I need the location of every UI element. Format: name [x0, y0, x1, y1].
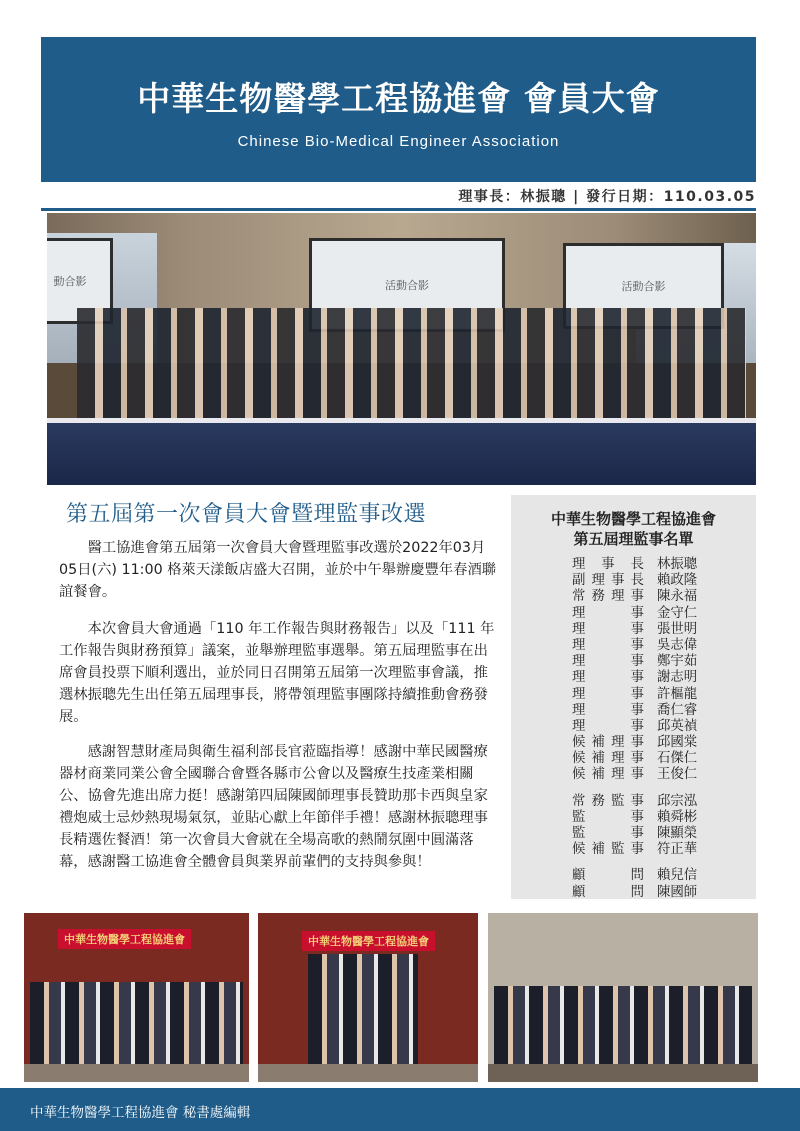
roster-name: 符正華	[657, 842, 698, 858]
event-banner: 中華生物醫學工程協進會	[302, 931, 435, 951]
roster-row	[572, 622, 742, 638]
roster-role: 監事	[572, 809, 644, 825]
article-paragraph-2: 本次會員大會通過「110 年工作報告與財務報告」以及「111 年工作報告與財務預算」議案，並舉辦理監事選舉。第五屆理監事在出席會員投票下順利選出，並於同日召開第五屆第一次理監事會議，推選林振聰先生出任第五屆理事長，將帶領理監事團隊持續推動會務發展。	[59, 621, 495, 725]
roster-role: 顧問	[572, 868, 644, 884]
projection-screen-center: 活動合影	[309, 238, 505, 332]
photo-group-left	[24, 913, 249, 1082]
board-roster-panel	[511, 495, 756, 899]
attendees	[77, 308, 746, 428]
roster-title: 中華生物醫學工程協進會 第五屆理監事名單	[550, 510, 716, 548]
roster-name: 邱國棠	[657, 735, 698, 751]
roster-row	[572, 767, 742, 783]
roster-name: 陳國師	[657, 884, 698, 900]
roster-role: 理事	[572, 670, 644, 686]
roster-role: 理事	[572, 686, 644, 702]
roster-name: 張世明	[657, 621, 698, 637]
roster-name: 賴兒信	[657, 868, 698, 884]
roster-row	[572, 638, 742, 654]
roster-row	[572, 868, 742, 884]
roster-row	[572, 557, 742, 573]
roster-role: 候補監事	[572, 842, 644, 858]
footer	[0, 1088, 800, 1131]
article-paragraph-3: 感謝智慧財產局與衛生福利部長官蒞臨指導！感謝中華民國醫療器材商業同業公會全國聯合會暨各縣市公會以及醫療生技產業相關公、協會先進出席力挺！感謝第四屆陳國師理事長贊助那卡西與皇家禮炮威士忌炒熱現場氣氛，並貼心獻上年節伴手禮！感謝林振聰理事長精選佐餐酒！第一次會員大會就在全場高歌的熱鬧氛圍中圓滿落幕，感謝醫工協進會全體會員與業界前輩們的支持與參與！	[59, 744, 488, 870]
roster-row	[572, 687, 742, 703]
roster-row	[572, 703, 742, 719]
roster-name: 賴舜彬	[657, 809, 698, 825]
header-banner	[41, 37, 756, 182]
roster-role: 候補理事	[572, 735, 644, 751]
roster-row	[572, 810, 742, 826]
roster-row	[572, 654, 742, 670]
photo-handover	[258, 913, 478, 1082]
roster-row	[572, 606, 742, 622]
roster-role: 理事	[572, 718, 644, 734]
roster-role: 副理事長	[572, 573, 644, 589]
roster-row	[572, 589, 742, 605]
issue-meta: 理事長：林振聰 | 發行日期：110.03.05	[458, 189, 756, 205]
roster-name: 賴政隆	[657, 573, 698, 589]
roster-row	[572, 735, 742, 751]
roster-row	[572, 719, 742, 735]
roster-row	[572, 794, 742, 810]
roster-role: 理事長	[572, 557, 644, 572]
group-photo-main	[47, 213, 756, 485]
roster-row	[572, 842, 742, 858]
page-title: 中華生物醫學工程協進會 會員大會	[137, 79, 660, 118]
roster-role: 理事	[572, 654, 644, 670]
roster-name: 林振聰	[657, 557, 698, 572]
roster-name: 許樞龍	[657, 686, 698, 702]
roster-name: 吳志偉	[657, 637, 698, 653]
roster-row	[572, 826, 742, 842]
article-title: 第五屆第一次會員大會暨理監事改選	[66, 502, 427, 527]
head-table	[47, 423, 756, 485]
roster-name: 邱宗泓	[657, 793, 698, 809]
roster-row	[572, 751, 742, 767]
roster-name: 金守仁	[657, 605, 698, 621]
roster-list	[572, 557, 742, 901]
roster-role: 理事	[572, 702, 644, 718]
roster-row	[572, 573, 742, 589]
roster-role: 常務監事	[572, 793, 644, 809]
roster-role: 理事	[572, 605, 644, 621]
projection-screen-left: 動合影	[47, 238, 113, 324]
photo-group-right	[488, 913, 758, 1082]
roster-role: 常務理事	[572, 589, 644, 605]
roster-name: 陳顯榮	[657, 826, 698, 841]
roster-name: 陳永福	[657, 589, 698, 605]
roster-role: 候補理事	[572, 751, 644, 767]
roster-name: 石傑仁	[657, 751, 698, 767]
roster-role: 監事	[572, 826, 644, 841]
roster-name: 鄭宇茹	[657, 654, 698, 670]
roster-role: 理事	[572, 637, 644, 653]
roster-role: 顧問	[572, 884, 644, 900]
roster-role: 候補理事	[572, 767, 644, 783]
roster-name: 邱英禎	[657, 718, 698, 734]
roster-name: 喬仁睿	[657, 702, 698, 718]
roster-name: 謝志明	[657, 670, 698, 686]
article-paragraph-1: 醫工協進會第五屆第一次會員大會暨理監事改選於2022年03月05日(六) 11:00 格萊天漾飯店盛大召開，並於中午舉辦慶豐年春酒聯誼餐會。	[59, 540, 497, 600]
event-banner: 中華生物醫學工程協進會	[58, 929, 191, 949]
page-subtitle: Chinese Bio-Medical Engineer Association	[237, 133, 560, 150]
footer-text: 中華生物醫學工程協進會 秘書處編輯	[30, 1105, 251, 1121]
meta-divider	[41, 208, 756, 211]
roster-role: 理事	[572, 621, 644, 637]
projection-screen-right: 活動合影	[563, 243, 724, 329]
roster-name: 王俊仁	[657, 767, 698, 783]
roster-row	[572, 885, 742, 901]
roster-row	[572, 670, 742, 686]
